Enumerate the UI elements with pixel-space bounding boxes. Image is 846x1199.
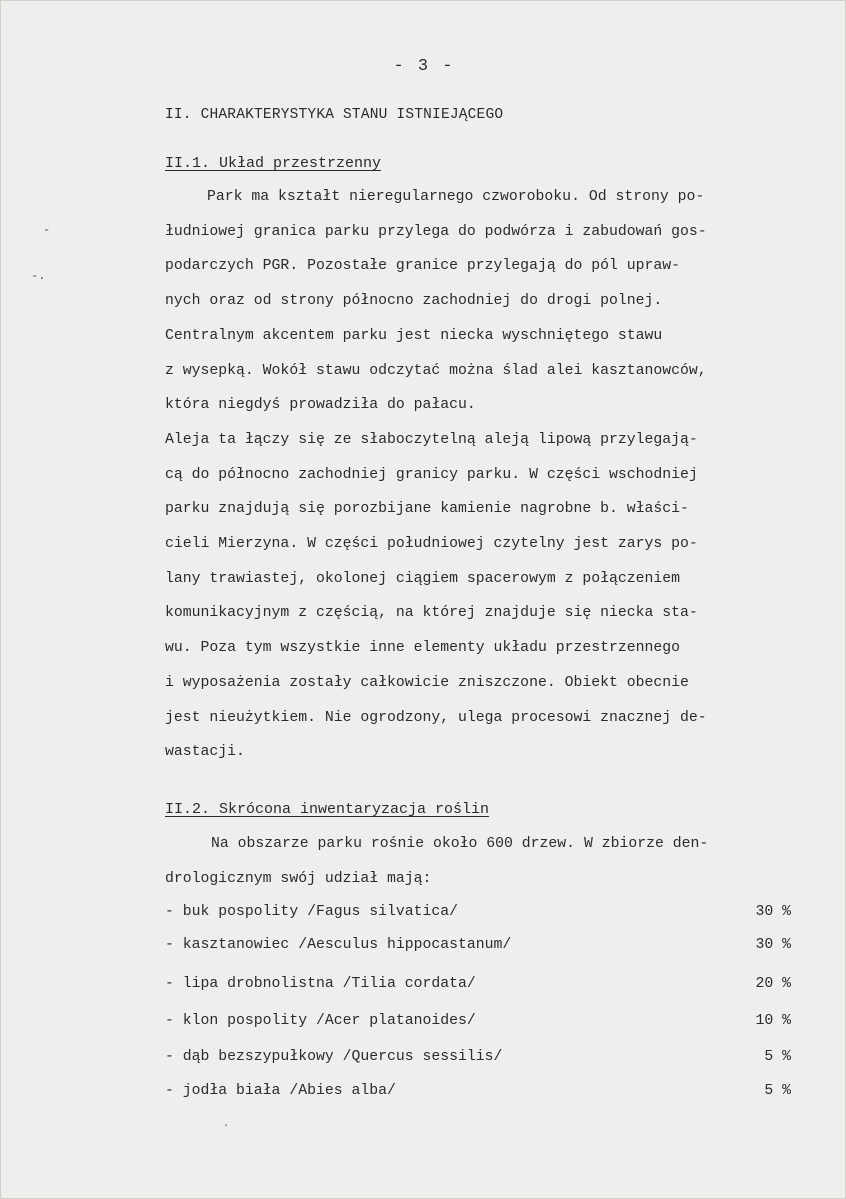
section-title: II. CHARAKTERYSTYKA STANU ISTNIEJĄCEGO — [165, 107, 504, 123]
species-name: - klon pospolity /Acer platanoides/ — [165, 1013, 476, 1029]
species-name: - jodła biała /Abies alba/ — [165, 1083, 396, 1099]
page-number: - 3 - — [393, 57, 455, 76]
species-percent: 5 % — [764, 1049, 791, 1065]
text-line: podarczych PGR. Pozostałe granice przylegają do pól upraw- — [165, 258, 681, 275]
text-line: Park ma kształt nieregularnego czworoboku. Od strony po- — [207, 189, 705, 205]
text-line: wastacji. — [165, 744, 245, 761]
margin-mark: - — [43, 223, 51, 237]
subsection-1-title: II.1. Układ przestrzenny — [165, 155, 382, 172]
species-name: - buk pospolity /Fagus silvatica/ — [165, 904, 459, 920]
species-percent: 5 % — [764, 1083, 791, 1099]
text-line: drologicznym swój udział mają: — [165, 870, 432, 887]
text-line: z wysepką. Wokół stawu odczytać można ślad alei kasztanowców, — [165, 362, 707, 379]
speck-mark: · — [223, 1121, 230, 1132]
species-percent: 10 % — [755, 1013, 791, 1029]
text-line: która niegdyś prowadziła do pałacu. — [165, 397, 476, 414]
text-line: wu. Poza tym wszystkie inne elementy układu przestrzennego — [165, 640, 681, 657]
text-line: jest nieużytkiem. Nie ogrodzony, ulega procesowi znacznej de- — [165, 709, 707, 726]
subsection-1-body — [165, 180, 825, 770]
text-line: komunikacyjnym z częścią, na której znajduje się niecka sta- — [165, 605, 698, 622]
text-line: cą do północno zachodniej granicy parku. W części wschodniej — [165, 466, 698, 483]
text-line: cieli Mierzyna. W części południowej czytelny jest zarys po- — [165, 536, 698, 553]
species-name: - kasztanowiec /Aesculus hippocastanum/ — [165, 937, 512, 953]
species-name: - dąb bezszypułkowy /Quercus sessilis/ — [165, 1049, 503, 1065]
text-line: parku znajdują się porozbijane kamienie nagrobne b. właści- — [165, 501, 689, 518]
species-name: - lipa drobnolistna /Tilia cordata/ — [165, 976, 476, 992]
text-line: i wyposażenia zostały całkowicie zniszczone. Obiekt obecnie — [165, 674, 689, 691]
text-line: Na obszarze parku rośnie około 600 drzew. W zbiorze den- — [211, 836, 709, 852]
species-percent: 30 % — [755, 937, 791, 953]
text-line: łudniowej granica parku przylega do podwórza i zabudowań gos- — [165, 223, 707, 240]
subsection-2-intro — [165, 827, 825, 896]
text-line: lany trawiastej, okolonej ciągiem spacerowym z połączeniem — [165, 570, 681, 587]
subsection-2-title: II.2. Skrócona inwentaryzacja roślin — [165, 801, 490, 818]
species-percent: 20 % — [755, 976, 791, 992]
text-line: nych oraz od strony północno zachodniej do drogi polnej. — [165, 293, 663, 310]
text-line: Aleja ta łączy się ze słaboczytelną aleją lipową przylegają- — [165, 431, 698, 448]
text-line: Centralnym akcentem parku jest niecka wyschniętego stawu — [165, 327, 663, 344]
margin-mark: -. — [31, 269, 46, 283]
species-percent: 30 % — [755, 904, 791, 920]
